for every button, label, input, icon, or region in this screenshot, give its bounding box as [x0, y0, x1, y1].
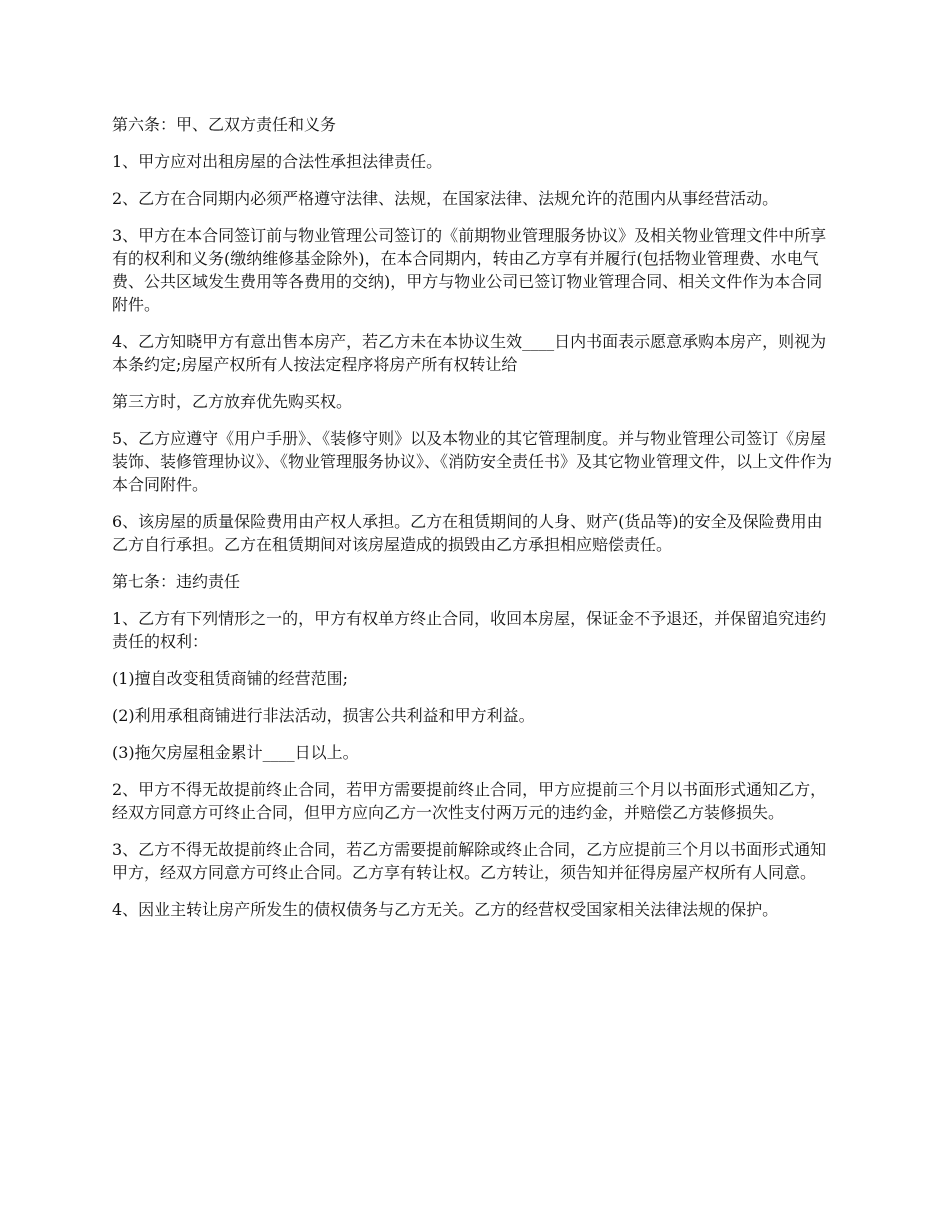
clause-7-4: 4、因业主转让房产所发生的债权债务与乙方无关。乙方的经营权受国家相关法律法规的保护。	[112, 900, 779, 919]
clause-6-6: 6、该房屋的质量保险费用由产权人承担。乙方在租赁期间的人身、财产(货品等)的安全及保险费用由乙方自行承担。乙方在租赁期间对该房屋造成的损毁由乙方承担相应赔偿责任。	[112, 512, 823, 554]
clause-6-4-continued: 第三方时，乙方放弃优先购买权。	[112, 392, 353, 411]
clause-6-5: 5、乙方应遵守《用户手册》、《装修守则》以及本物业的其它管理制度。并与物业管理公司签订《房屋装饰、装修管理协议》、《物业管理服务协议》、《消防安全责任书》及其它物业管理文件，以上文件作为本合同附件。	[112, 429, 833, 494]
article-seven-heading: 第七条：违约责任	[112, 572, 241, 591]
clause-6-3: 3、甲方在本合同签订前与物业管理公司签订的《前期物业管理服务协议》及相关物业管理文件中所享有的权利和义务(缴纳维修基金除外)，在本合同期内，转由乙方享有并履行(包括物业管理费、水电气费、公共区域发生费用等各费用的交纳)，甲方与物业公司已签订物业管理合同、相关文件作为本合同附件。	[112, 226, 827, 314]
clause-7-1-item-2: (2)利用承租商铺进行非法活动，损害公共利益和甲方利益。	[112, 706, 535, 725]
clause-6-1: 1、甲方应对出租房屋的合法性承担法律责任。	[112, 152, 443, 171]
article-six-heading: 第六条：甲、乙双方责任和义务	[112, 115, 337, 134]
clause-7-2: 2、甲方不得无故提前终止合同，若甲方需要提前终止合同，甲方应提前三个月以书面形式通知乙方，经双方同意方可终止合同，但甲方应向乙方一次性支付两万元的违约金，并赔偿乙方装修损失。	[112, 780, 827, 822]
clause-7-3: 3、乙方不得无故提前终止合同，若乙方需要提前解除或终止合同，乙方应提前三个月以书面形式通知甲方，经双方同意方可终止合同。乙方享有转让权。乙方转让，须告知并征得房屋产权所有人同意。	[112, 840, 827, 882]
clause-6-2: 2、乙方在合同期内必须严格遵守法律、法规，在国家法律、法规允许的范围内从事经营活动。	[112, 189, 779, 208]
clause-7-1-item-3: (3)拖欠房屋租金累计____日以上。	[112, 743, 359, 762]
clause-6-4: 4、乙方知晓甲方有意出售本房产，若乙方未在本协议生效____日内书面表示愿意承购本房产，则视为本条约定;房屋产权所有人按法定程序将房产所有权转让给	[112, 332, 827, 374]
clause-7-1: 1、乙方有下列情形之一的，甲方有权单方终止合同，收回本房屋，保证金不予退还，并保留追究违约责任的权利：	[112, 609, 827, 651]
clause-7-1-item-1: (1)擅自改变租赁商铺的经营范围;	[112, 669, 349, 688]
